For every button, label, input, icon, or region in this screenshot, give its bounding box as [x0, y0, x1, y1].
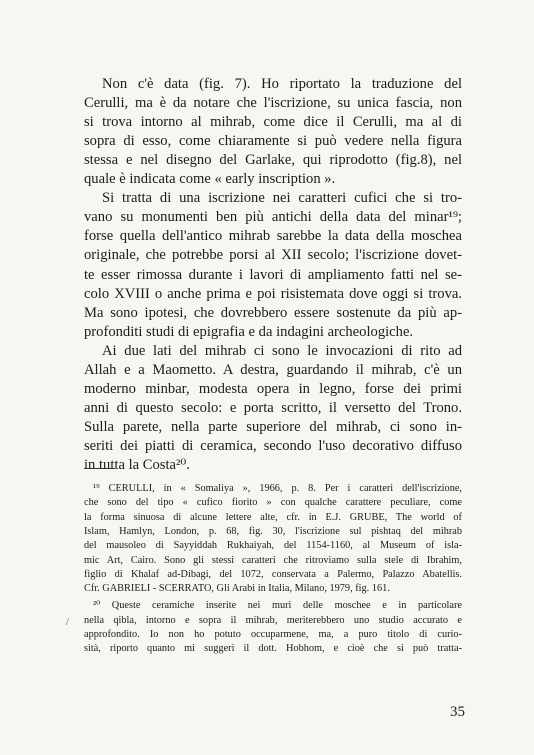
footnote-line: ¹⁹ CERULLI, in « Somaliya », 1966, p. 8. Per i caratteri dell'iscrizione,: [93, 483, 462, 494]
body-line: Allah e a Maometto. A destra, guardando il mihrab, c'è un: [84, 361, 462, 378]
body-line: originale, che potrebbe porsi al XII secolo; l'iscrizione dovet-: [84, 247, 462, 264]
margin-mark: /: [66, 617, 69, 628]
footnote-line: Cfr. GABRIELI - SCERRATO, Gli Arabi in Italia, Milano, 1979, fig. 161.: [84, 583, 390, 595]
body-line: in tutta la Costa²⁰.: [84, 457, 190, 473]
body-line: quale è indicata come « early inscription ».: [84, 171, 336, 188]
body-line: Si tratta di una iscrizione nei caratteri cufici che si tro-: [102, 190, 462, 207]
page-number: 35: [450, 704, 465, 720]
body-line: Sulla parete, nella parte superiore del mihrab, ci sono in-: [84, 418, 462, 435]
body-line: forse quella dell'antico mihrab sarebbe la data della moschea: [84, 228, 462, 245]
footnote-line: mic Art, Cairo. Sono gli stessi caratteri che ritroviamo sulla stele di Ibrahim,: [84, 554, 462, 566]
body-line: stessa e nel disegno del Garlake, qui riprodotto (fig.8), nel: [84, 152, 462, 169]
footnote-line: figlio di Khalaf ad-Dibagi, del 1072, conservata a Palermo, Palazzo Abatellis.: [84, 568, 462, 580]
body-line: vano su monumenti ben più antichi della data del minar¹⁹;: [84, 209, 462, 226]
footnote-line: del mausoleo di Sayyiddah Rukhaiyah, del 1154-1160, al Museum of isla-: [84, 540, 462, 552]
body-line: anni di questo secolo: e porta scritto, il versetto del Trono.: [84, 399, 462, 416]
footnote-line: ²⁰ Queste ceramiche inserite nei muri delle moschee e in particolare: [93, 600, 462, 612]
footnote-line: approfondito. Io non ho potuto occuparmene, ma, a puro titolo di curio-: [84, 629, 462, 640]
footnote-line: che sono del tipo « cufico fiorito » con qualche carattere peculiare, come: [84, 497, 462, 509]
body-line: colo XVIII o anche prima e poi risistemata dove oggi si trova.: [84, 285, 462, 302]
footnote-line: nella qibla, intorno e sopra il mihrab, meriterebbero uno studio accurato e: [84, 614, 462, 626]
footnote-line: Islam, Hamlyn, London, p. 68, fig. 30, l'iscrizione sul pishtaq del mihrab: [84, 525, 462, 537]
body-line: Cerulli, ma è da notare che l'iscrizione, su unica fascia, non: [84, 95, 462, 112]
body-line: Non c'è data (fig. 7). Ho riportato la traduzione del: [102, 76, 462, 92]
footnote-line: sità, riporto quanto mi suggerì il dott. Hobhom, e cioè che si può tratta-: [84, 643, 462, 655]
body-line: te esser rimossa durante i lavori di ampliamento fatti nel se-: [84, 266, 462, 283]
body-line: si trova intorno al mihrab, come dice il Cerulli, ma al di: [84, 114, 462, 131]
footnote-line: la forma sinuosa di alcune lettere alte, cfr. in E.J. GRUBE, The world of: [84, 511, 462, 523]
body-line: Ma sono ipotesi, che dovrebbero essere sostenute da più ap-: [84, 304, 462, 321]
footnote-separator: [84, 468, 115, 469]
body-line: Ai due lati del mihrab ci sono le invocazioni di rito ad: [102, 342, 462, 359]
body-line: moderno minbar, modesta opera in legno, forse dei primi: [84, 380, 462, 397]
body-line: seriti dei piatti di ceramica, secondo l'uso decorativo diffuso: [84, 437, 462, 454]
body-line: sopra di esso, come chiaramente si può vedere nella figura: [84, 133, 462, 150]
body-line: profonditi studi di epigrafia e da indagini archeologiche.: [84, 323, 414, 340]
